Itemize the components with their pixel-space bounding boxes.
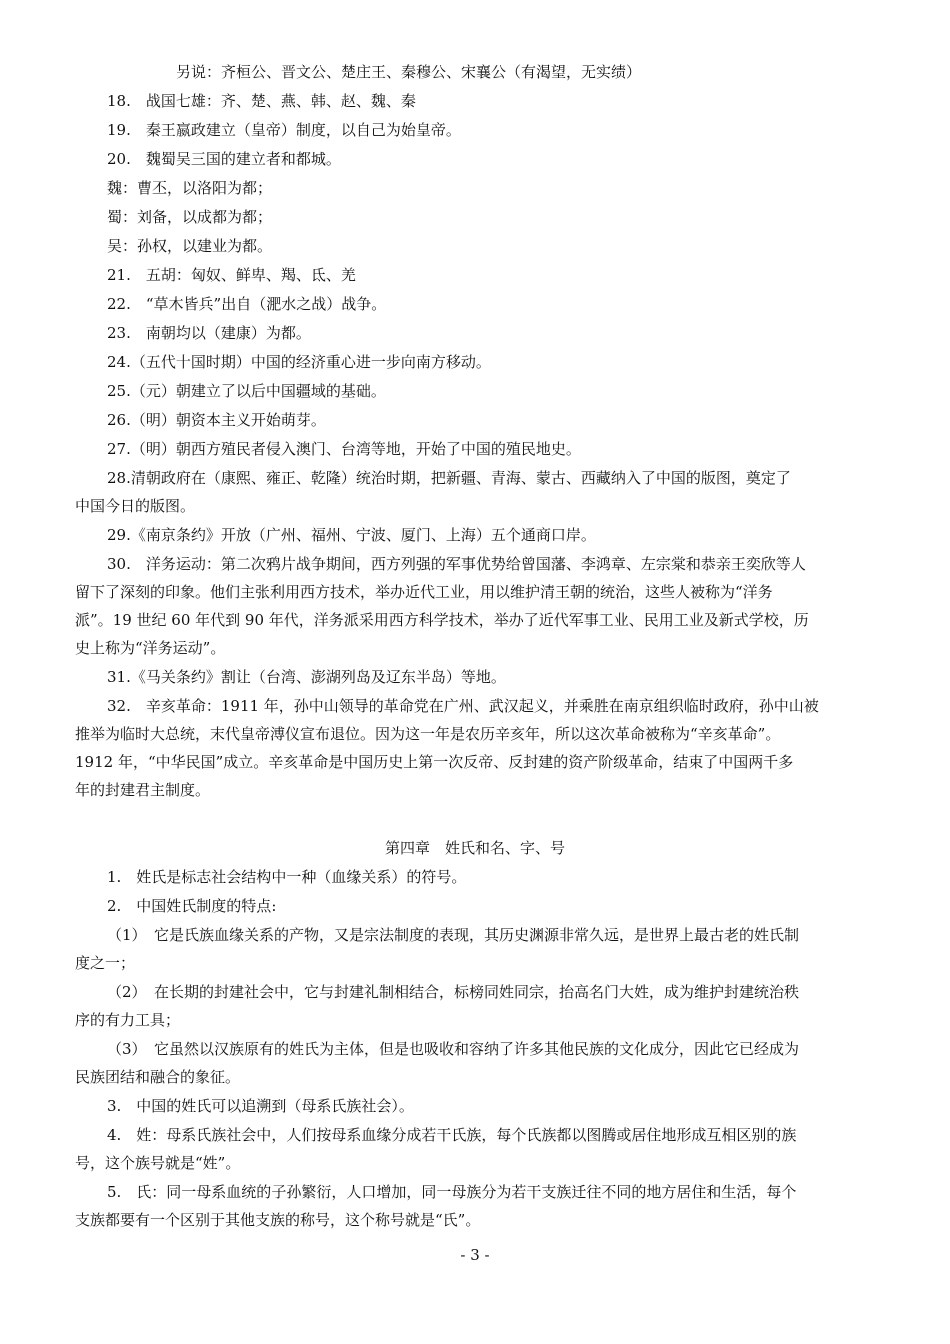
text-line: 蜀：刘备，以成都为都； bbox=[107, 208, 273, 226]
text-line: 24.（五代十国时期）中国的经济重心进一步向南方移动。 bbox=[107, 353, 491, 371]
text-line: 史上称为“洋务运动”。 bbox=[75, 639, 226, 657]
text-line: 32. 辛亥革命：1911 年，孙中山领导的革命党在广州、武汉起义，并乘胜在南京组织临时政府，孙中山被 bbox=[107, 697, 819, 715]
page-number: - 3 - bbox=[460, 1246, 490, 1264]
text-line: 3. 中国的姓氏可以追溯到（母系氏族社会）。 bbox=[107, 1097, 414, 1115]
text-line: 26.（明）朝资本主义开始萌芽。 bbox=[107, 411, 326, 429]
text-line: 18. 战国七雄：齐、楚、燕、韩、赵、魏、秦 bbox=[107, 92, 416, 110]
text-line: 28.清朝政府在（康熙、雍正、乾隆）统治时期，把新疆、青海、蒙古、西藏纳入了中国的版图，奠定了 bbox=[107, 469, 791, 487]
text-line: 派”。19 世纪 60 年代到 90 年代，洋务派采用西方科学技术，举办了近代军事工业、民用工业及新式学校，历 bbox=[75, 611, 809, 629]
text-line: 留下了深刻的印象。他们主张利用西方技术，举办近代工业，用以维护清王朝的统治，这些人被称为“洋务 bbox=[75, 583, 773, 601]
text-line: 1. 姓氏是标志社会结构中一种（血缘关系）的符号。 bbox=[107, 868, 467, 886]
text-line: 度之一； bbox=[75, 954, 136, 972]
text-line: 吴：孙权，以建业为都。 bbox=[107, 237, 273, 255]
text-line: （2） 在长期的封建社会中，它与封建礼制相结合，标榜同姓同宗，抬高名门大姓，成为维护封建统治秩 bbox=[107, 983, 800, 1001]
text-line: 30. 洋务运动：第二次鸦片战争期间，西方列强的军事优势给曾国藩、李鸿章、左宗棠和恭亲王奕欣等人 bbox=[107, 555, 806, 573]
text-line: 25.（元）朝建立了以后中国疆域的基础。 bbox=[107, 382, 386, 400]
text-line: 23. 南朝均以（建康）为都。 bbox=[107, 324, 311, 342]
text-line: 民族团结和融合的象征。 bbox=[75, 1068, 241, 1086]
text-line: 另说：齐桓公、晋文公、楚庄王、秦穆公、宋襄公（有渴望，无实绩） bbox=[176, 63, 642, 81]
text-line: 21. 五胡：匈奴、鲜卑、羯、氐、羌 bbox=[107, 266, 356, 284]
text-line: 19. 秦王嬴政建立（皇帝）制度，以自己为始皇帝。 bbox=[107, 121, 461, 139]
text-line: 推举为临时大总统，末代皇帝溥仪宣布退位。因为这一年是农历辛亥年，所以这次革命被称为“辛亥革命”。 bbox=[75, 725, 781, 743]
text-line: 支族都要有一个区别于其他支族的称号，这个称号就是“氏”。 bbox=[75, 1211, 481, 1229]
text-line: 29.《南京条约》开放（广州、福州、宁波、厦门、上海）五个通商口岸。 bbox=[107, 526, 596, 544]
text-line: 中国今日的版图。 bbox=[75, 497, 196, 515]
text-line: （3） 它虽然以汉族原有的姓氏为主体，但是也吸收和容纳了许多其他民族的文化成分，因此它已经成为 bbox=[107, 1040, 800, 1058]
text-line: （1） 它是氏族血缘关系的产物，又是宗法制度的表现，其历史渊源非常久远，是世界上最古老的姓氏制 bbox=[107, 926, 800, 944]
text-line: 4. 姓：母系氏族社会中，人们按母系血缘分成若干氏族，每个氏族都以图腾或居住地形成互相区别的族 bbox=[107, 1126, 797, 1144]
text-line: 5. 氏：同一母系血统的子孙繁衍，人口增加，同一母族分为若干支族迁往不同的地方居住和生活，每个 bbox=[107, 1183, 797, 1201]
text-line: 31.《马关条约》割让（台湾、澎湖列岛及辽东半岛）等地。 bbox=[107, 668, 506, 686]
text-line: 号，这个族号就是“姓”。 bbox=[75, 1154, 241, 1172]
chapter-heading: 第四章 姓氏和名、字、号 bbox=[384, 839, 565, 857]
text-line: 2. 中国姓氏制度的特点: bbox=[107, 897, 277, 915]
text-line: 22. “草木皆兵”出自（淝水之战）战争。 bbox=[107, 295, 387, 313]
text-line: 27.（明）朝西方殖民者侵入澳门、台湾等地，开始了中国的殖民地史。 bbox=[107, 440, 581, 458]
text-line: 序的有力工具； bbox=[75, 1011, 181, 1029]
text-line: 魏：曹丕，以洛阳为都； bbox=[107, 179, 273, 197]
text-line: 20. 魏蜀吴三国的建立者和都城。 bbox=[107, 150, 341, 168]
text-line: 年的封建君主制度。 bbox=[75, 781, 211, 799]
text-line: 1912 年，“中华民国”成立。辛亥革命是中国历史上第一次反帝、反封建的资产阶级革命，结束了中国两千多 bbox=[75, 753, 794, 771]
